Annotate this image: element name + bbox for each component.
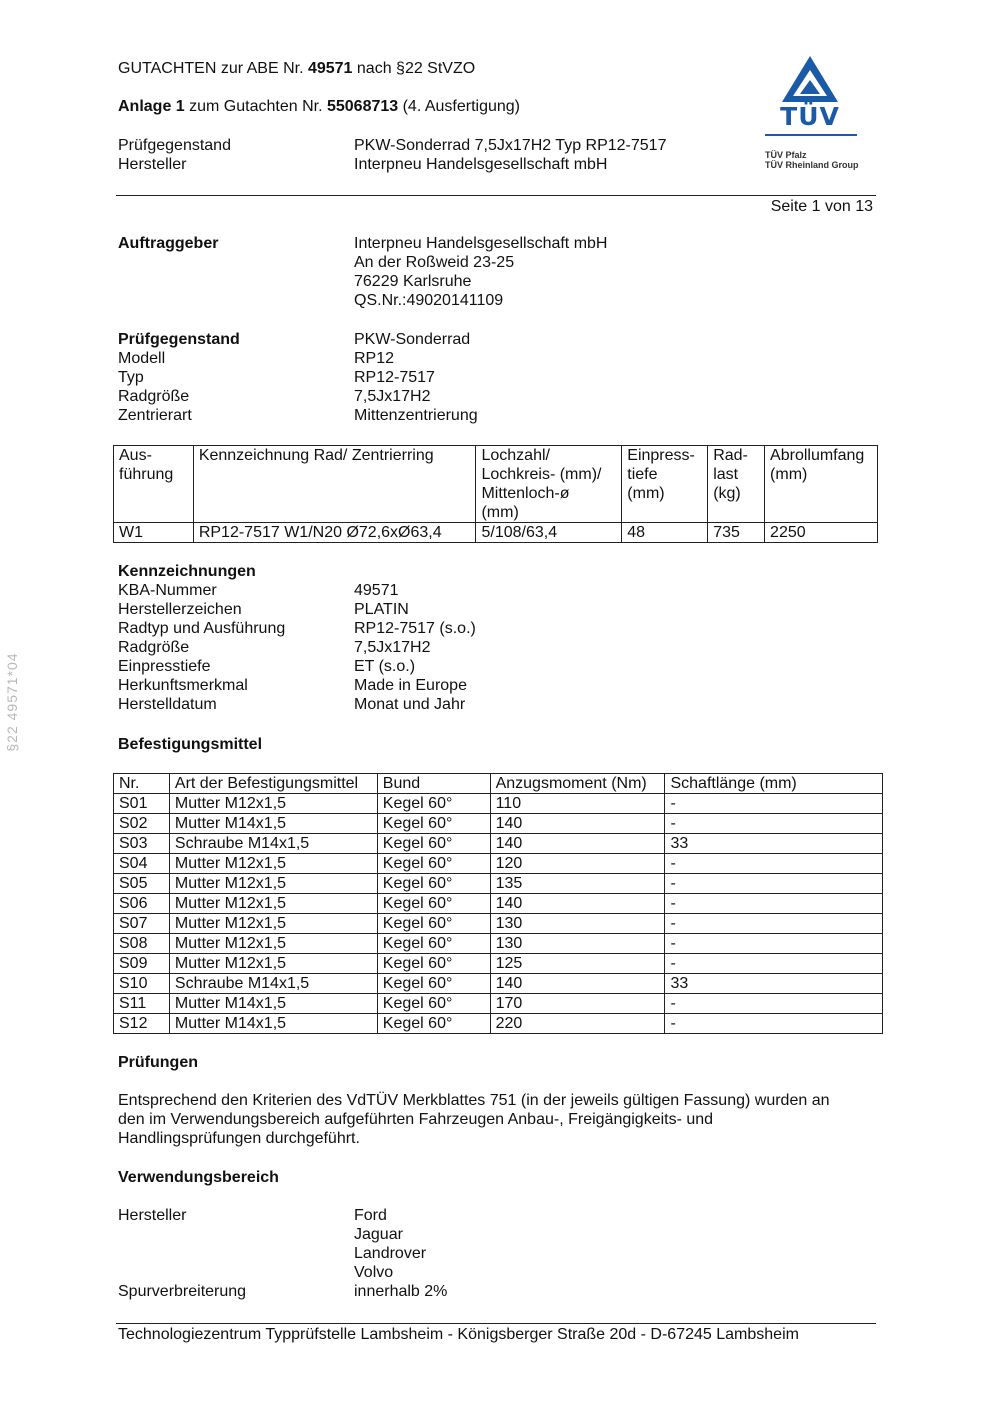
cell-anzugsmoment: 140 bbox=[490, 974, 665, 994]
radgroesse-label: Radgröße bbox=[118, 388, 190, 405]
table-row bbox=[114, 934, 883, 954]
cell-art: Schraube M14x1,5 bbox=[169, 974, 377, 994]
cell-nr: S11 bbox=[114, 994, 170, 1014]
spurverbreiterung-value: innerhalb 2% bbox=[354, 1283, 448, 1300]
kennz-label: Herstelldatum bbox=[118, 696, 217, 713]
befestigung-title: Befestigungsmittel bbox=[118, 736, 263, 753]
anlage-middle: zum Gutachten Nr. bbox=[184, 98, 327, 115]
footer-rule bbox=[116, 1323, 876, 1324]
cell-nr: S03 bbox=[114, 834, 170, 854]
cell-art: Mutter M12x1,5 bbox=[169, 934, 377, 954]
pruefungen-title: Prüfungen bbox=[118, 1054, 198, 1071]
vehicle-manufacturer: Ford bbox=[354, 1207, 387, 1224]
cell-einpresstiefe: 48 bbox=[622, 523, 708, 543]
pruefungen-line: den im Verwendungsbereich aufgeführten Fahrzeugen Anbau-, Freigängigkeits- und bbox=[118, 1111, 714, 1128]
document-title bbox=[118, 59, 475, 78]
cell-art: Mutter M12x1,5 bbox=[169, 894, 377, 914]
cell-nr: S07 bbox=[114, 914, 170, 934]
header-text: (mm) bbox=[627, 485, 665, 502]
cell-bund: Kegel 60° bbox=[377, 1014, 490, 1034]
header-text: last bbox=[713, 466, 739, 483]
typ-value: RP12-7517 bbox=[354, 369, 435, 386]
cell-nr: S05 bbox=[114, 874, 170, 894]
fastener-table bbox=[113, 773, 883, 1034]
auftraggeber-block bbox=[118, 234, 718, 314]
cell-abrollumfang: 2250 bbox=[765, 523, 878, 543]
header-ausfuehrung bbox=[114, 446, 194, 523]
kennz-label: Herkunftsmerkmal bbox=[118, 677, 248, 694]
modell-label: Modell bbox=[118, 350, 166, 367]
table-row bbox=[114, 954, 883, 974]
zentrierart-label: Zentrierart bbox=[118, 407, 192, 424]
header-pruefgegenstand-label: Prüfgegenstand bbox=[118, 137, 231, 154]
vehicle-manufacturer: Landrover bbox=[354, 1245, 427, 1262]
kennz-label: KBA-Nummer bbox=[118, 582, 217, 599]
kennz-value: Monat und Jahr bbox=[354, 696, 466, 713]
pruefgegenstand-label: Prüfgegenstand bbox=[118, 331, 240, 348]
cell-ausfuehrung: W1 bbox=[114, 523, 194, 543]
cell-schaftlaenge: 33 bbox=[665, 974, 883, 994]
cell-schaftlaenge: - bbox=[665, 814, 883, 834]
verwendungsbereich-block bbox=[118, 1206, 718, 1304]
cell-nr: S08 bbox=[114, 934, 170, 954]
cell-art: Mutter M12x1,5 bbox=[169, 874, 377, 894]
cell-nr: S04 bbox=[114, 854, 170, 874]
kennz-value: 49571 bbox=[354, 582, 399, 599]
cell-anzugsmoment: 140 bbox=[490, 834, 665, 854]
cell-bund: Kegel 60° bbox=[377, 834, 490, 854]
cell-schaftlaenge: 33 bbox=[665, 834, 883, 854]
cell-anzugsmoment: 140 bbox=[490, 894, 665, 914]
tuev-logo-line2: TÜV Rheinland Group bbox=[765, 160, 859, 170]
cell-anzugsmoment: 125 bbox=[490, 954, 665, 974]
cell-art: Schraube M14x1,5 bbox=[169, 834, 377, 854]
cell-schaftlaenge: - bbox=[665, 934, 883, 954]
fastener-header-art: Art der Befestigungsmittel bbox=[169, 774, 377, 794]
page-indicator: Seite 1 von 13 bbox=[770, 198, 873, 215]
kennz-value: 7,5Jx17H2 bbox=[354, 639, 431, 656]
header-text: (kg) bbox=[713, 485, 741, 502]
header-text: Lochkreis- (mm)/ bbox=[481, 466, 602, 483]
header-text: Aus- bbox=[119, 447, 152, 464]
table-row bbox=[114, 874, 883, 894]
header-text: (mm) bbox=[481, 504, 519, 521]
kennzeichnungen-block bbox=[118, 562, 718, 717]
auftraggeber-line: Interpneu Handelsgesellschaft mbH bbox=[354, 235, 608, 252]
fastener-header-schaftlaenge: Schaftlänge (mm) bbox=[665, 774, 883, 794]
pruefungen-paragraph bbox=[118, 1091, 878, 1148]
table-row bbox=[114, 523, 878, 543]
header-pruefgegenstand-value: PKW-Sonderrad 7,5Jx17H2 Typ RP12-7517 bbox=[354, 137, 667, 154]
table-row bbox=[114, 894, 883, 914]
modell-value: RP12 bbox=[354, 350, 395, 367]
cell-anzugsmoment: 130 bbox=[490, 934, 665, 954]
spurverbreiterung-label: Spurverbreiterung bbox=[118, 1283, 247, 1300]
cell-bund: Kegel 60° bbox=[377, 874, 490, 894]
header-text: Rad- bbox=[713, 447, 748, 464]
cell-schaftlaenge: - bbox=[665, 1014, 883, 1034]
cell-schaftlaenge: - bbox=[665, 954, 883, 974]
auftraggeber-line: QS.Nr.:49020141109 bbox=[354, 292, 504, 309]
header-radlast bbox=[708, 446, 765, 523]
cell-art: Mutter M14x1,5 bbox=[169, 1014, 377, 1034]
header-text: Abrollumfang bbox=[770, 447, 865, 464]
cell-art: Mutter M12x1,5 bbox=[169, 954, 377, 974]
cell-anzugsmoment: 130 bbox=[490, 914, 665, 934]
table-row bbox=[114, 994, 883, 1014]
header-text: führung bbox=[119, 466, 174, 483]
table-row bbox=[114, 1014, 883, 1034]
fastener-header-bund: Bund bbox=[377, 774, 490, 794]
header-einpresstiefe bbox=[622, 446, 708, 523]
table-row bbox=[114, 914, 883, 934]
cell-schaftlaenge: - bbox=[665, 994, 883, 1014]
kennz-label: Herstellerzeichen bbox=[118, 601, 242, 618]
cell-anzugsmoment: 135 bbox=[490, 874, 665, 894]
header-text: Mittenloch-ø bbox=[481, 485, 570, 502]
cell-anzugsmoment: 170 bbox=[490, 994, 665, 1014]
cell-anzugsmoment: 220 bbox=[490, 1014, 665, 1034]
tuev-logo-rule bbox=[765, 134, 857, 136]
cell-lochzahl: 5/108/63,4 bbox=[476, 523, 622, 543]
header-kennzeichnung bbox=[193, 446, 476, 523]
kennzeichnungen-title: Kennzeichnungen bbox=[118, 563, 256, 580]
cell-art: Mutter M12x1,5 bbox=[169, 794, 377, 814]
cell-art: Mutter M12x1,5 bbox=[169, 854, 377, 874]
cell-bund: Kegel 60° bbox=[377, 994, 490, 1014]
vehicle-manufacturer: Jaguar bbox=[354, 1226, 403, 1243]
pruefungen-line: Entsprechend den Kriterien des VdTÜV Merkblattes 751 (in der jeweils gültigen Fassung) wurden an bbox=[118, 1092, 830, 1109]
title-suffix: nach §22 StVZO bbox=[352, 60, 476, 77]
header-text: Lochzahl/ bbox=[481, 447, 550, 464]
cell-art: Mutter M14x1,5 bbox=[169, 814, 377, 834]
header-text: Kennzeichnung Rad/ Zentrierring bbox=[198, 447, 434, 464]
pruefungen-line: Handlingsprüfungen durchgeführt. bbox=[118, 1130, 360, 1147]
cell-nr: S02 bbox=[114, 814, 170, 834]
cell-bund: Kegel 60° bbox=[377, 974, 490, 994]
pruefgegenstand-value: PKW-Sonderrad bbox=[354, 331, 471, 348]
cell-anzugsmoment: 140 bbox=[490, 814, 665, 834]
kennz-value: Made in Europe bbox=[354, 677, 467, 694]
kennz-value: ET (s.o.) bbox=[354, 658, 416, 675]
cell-bund: Kegel 60° bbox=[377, 894, 490, 914]
table-row bbox=[114, 834, 883, 854]
header-abrollumfang bbox=[765, 446, 878, 523]
cell-schaftlaenge: - bbox=[665, 874, 883, 894]
wheel-table bbox=[113, 445, 878, 543]
header-hersteller-label: Hersteller bbox=[118, 156, 187, 173]
cell-bund: Kegel 60° bbox=[377, 914, 490, 934]
cell-anzugsmoment: 110 bbox=[490, 794, 665, 814]
verwendung-hersteller-label: Hersteller bbox=[118, 1207, 187, 1224]
fastener-header-nr: Nr. bbox=[114, 774, 170, 794]
cell-anzugsmoment: 120 bbox=[490, 854, 665, 874]
fastener-header-row bbox=[114, 774, 883, 794]
auftraggeber-label: Auftraggeber bbox=[118, 235, 219, 252]
kennz-label: Einpresstiefe bbox=[118, 658, 211, 675]
footer-text: Technologiezentrum Typprüfstelle Lambsheim - Königsberger Straße 20d - D-67245 Lambsheim bbox=[118, 1326, 799, 1343]
zentrierart-value: Mittenzentrierung bbox=[354, 407, 478, 424]
cell-schaftlaenge: - bbox=[665, 794, 883, 814]
header-lochzahl bbox=[476, 446, 622, 523]
abe-number: 49571 bbox=[307, 60, 353, 77]
vehicle-manufacturer: Volvo bbox=[354, 1264, 394, 1281]
cell-radlast: 735 bbox=[708, 523, 765, 543]
cell-bund: Kegel 60° bbox=[377, 934, 490, 954]
cell-nr: S06 bbox=[114, 894, 170, 914]
cell-bund: Kegel 60° bbox=[377, 954, 490, 974]
gutachten-number: 55068713 bbox=[326, 98, 399, 115]
header-hersteller-value: Interpneu Handelsgesellschaft mbH bbox=[354, 156, 608, 173]
typ-label: Typ bbox=[118, 369, 144, 386]
cell-bund: Kegel 60° bbox=[377, 814, 490, 834]
cell-schaftlaenge: - bbox=[665, 854, 883, 874]
cell-nr: S10 bbox=[114, 974, 170, 994]
cell-art: Mutter M14x1,5 bbox=[169, 994, 377, 1014]
tuev-logo bbox=[760, 54, 860, 174]
wheel-table-header-row bbox=[114, 446, 878, 523]
header-text: (mm) bbox=[770, 466, 808, 483]
header-info bbox=[118, 136, 718, 176]
cell-schaftlaenge: - bbox=[665, 894, 883, 914]
header-rule bbox=[116, 195, 876, 196]
table-row bbox=[114, 794, 883, 814]
table-row bbox=[114, 814, 883, 834]
fastener-header-anzugsmoment: Anzugsmoment (Nm) bbox=[490, 774, 665, 794]
anlage-suffix: (4. Ausfertigung) bbox=[398, 98, 520, 115]
cell-art: Mutter M12x1,5 bbox=[169, 914, 377, 934]
auftraggeber-line: 76229 Karlsruhe bbox=[354, 273, 472, 290]
kennz-value: RP12-7517 (s.o.) bbox=[354, 620, 476, 637]
cell-bund: Kegel 60° bbox=[377, 854, 490, 874]
cell-kennzeichnung: RP12-7517 W1/N20 Ø72,6xØ63,4 bbox=[193, 523, 476, 543]
table-row bbox=[114, 974, 883, 994]
tuev-logo-line1: TÜV Pfalz bbox=[765, 150, 807, 160]
kennz-label: Radtyp und Ausführung bbox=[118, 620, 286, 637]
side-watermark bbox=[2, 648, 21, 756]
verwendungsbereich-title: Verwendungsbereich bbox=[118, 1169, 279, 1186]
table-row bbox=[114, 854, 883, 874]
radgroesse-value: 7,5Jx17H2 bbox=[354, 388, 431, 405]
cell-bund: Kegel 60° bbox=[377, 794, 490, 814]
cell-schaftlaenge: - bbox=[665, 914, 883, 934]
tuev-wordmark: TÜV bbox=[780, 102, 840, 131]
kennz-value: PLATIN bbox=[354, 601, 409, 618]
cell-nr: S12 bbox=[114, 1014, 170, 1034]
pruefgegenstand-block bbox=[118, 330, 718, 428]
kennz-label: Radgröße bbox=[118, 639, 190, 656]
cell-nr: S09 bbox=[114, 954, 170, 974]
anlage-label: Anlage 1 bbox=[118, 98, 185, 115]
anlage-line bbox=[118, 97, 520, 116]
title-prefix: GUTACHTEN zur ABE Nr. bbox=[118, 60, 308, 77]
side-watermark-text: §22 49571*04 bbox=[3, 652, 20, 752]
header-text: Einpress- bbox=[627, 447, 695, 464]
header-text: tiefe bbox=[627, 466, 658, 483]
auftraggeber-line: An der Roßweid 23-25 bbox=[354, 254, 515, 271]
cell-nr: S01 bbox=[114, 794, 170, 814]
